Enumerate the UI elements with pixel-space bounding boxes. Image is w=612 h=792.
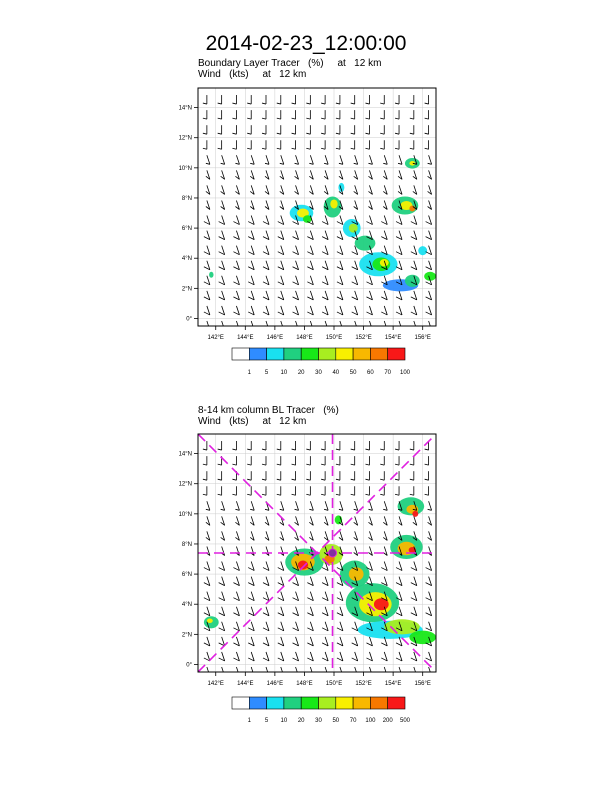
wind-barb-flag [336, 464, 340, 465]
x-tick-label: 142°E [207, 681, 224, 687]
colorbar-box [353, 348, 370, 360]
tracer-patch [349, 567, 364, 581]
y-tick-label: 14°N [178, 105, 192, 112]
wind-barb-flag [232, 148, 236, 149]
wind-barb [340, 501, 343, 510]
wind-barb [281, 155, 284, 164]
y-tick-label: 0° [186, 662, 192, 669]
wind-barb-flag [336, 103, 340, 104]
panel-2-plot [179, 434, 436, 724]
wind-barb-flag [262, 133, 266, 134]
wind-barb [251, 155, 254, 164]
overlay-center-marker [329, 549, 337, 557]
colorbar-box [336, 348, 353, 360]
x-tick-label: 156°E [414, 335, 431, 341]
x-tick-label: 148°E [296, 335, 313, 341]
wind-barb [310, 501, 313, 510]
wind-barb-flag [322, 327, 328, 330]
colorbar-label: 100 [399, 370, 411, 376]
wind-barb-flag [380, 464, 384, 465]
tracer-patch [409, 205, 415, 211]
wind-barb-flag [307, 327, 313, 330]
wind-barb-flag [321, 479, 325, 480]
colorbar-box [336, 697, 353, 709]
colorbar-label: 5 [264, 718, 269, 724]
wind-barb-flag [380, 479, 384, 480]
wind-barb-flag [248, 673, 254, 676]
colorbar-label: 60 [367, 370, 374, 376]
colorbar-box [284, 697, 301, 709]
y-tick-label: 4°N [181, 602, 192, 609]
wind-barb-flag [337, 327, 343, 330]
x-tick-label: 144°E [237, 681, 254, 687]
wind-barb-flag [278, 673, 284, 676]
wind-barb-flag [247, 118, 251, 119]
wind-barb-flag [425, 148, 429, 149]
wind-barb-flag [278, 327, 284, 330]
y-tick-label: 6°N [181, 572, 192, 579]
wind-barb-flag [366, 327, 372, 330]
wind-barb-flag [410, 118, 414, 119]
wind-barb-flag [336, 148, 340, 149]
wind-barb-flag [410, 494, 414, 495]
wind-barb-flag [426, 673, 432, 676]
wind-barb-flag [247, 103, 251, 104]
wind-barb-flag [292, 464, 296, 465]
wind-barb-flag [277, 479, 281, 480]
wind-barb-flag [351, 464, 355, 465]
wind-barb-flag [380, 133, 384, 134]
wind-barb-flag [321, 133, 325, 134]
colorbar-label: 30 [315, 718, 322, 724]
wind-barb-flag [395, 449, 399, 450]
wind-barb-flag [352, 673, 358, 676]
wind-barb [222, 501, 225, 510]
y-tick-label: 0° [186, 316, 192, 323]
colorbar-box [249, 697, 266, 709]
wind-barb [296, 155, 299, 164]
x-tick-label: 154°E [384, 335, 402, 341]
wind-barb-flag [351, 133, 355, 134]
wind-barb-flag [365, 118, 369, 119]
wind-barb-flag [233, 673, 239, 676]
wind-barb-flag [293, 673, 299, 676]
wind-barb-flag [395, 103, 399, 104]
wind-barb-flag [425, 449, 429, 450]
tracer-patch [409, 631, 436, 645]
wind-barb-flag [336, 118, 340, 119]
wind-barb-flag [218, 494, 222, 495]
wind-barb-flag [203, 133, 207, 134]
wind-barb-flag [218, 464, 222, 465]
wind-barb-flag [262, 103, 266, 104]
wind-barb-flag [292, 148, 296, 149]
wind-barb [207, 501, 210, 510]
wind-barb-flag [365, 464, 369, 465]
wind-barb-flag [351, 494, 355, 495]
y-tick-label: 2°N [181, 286, 192, 293]
wind-barb-flag [204, 673, 210, 676]
wind-barb-flag [336, 494, 340, 495]
x-tick-label: 152°E [355, 681, 372, 687]
wind-barb [429, 501, 432, 510]
tracer-patch [298, 561, 308, 570]
wind-barb-flag [396, 327, 402, 330]
wind-barb-flag [218, 148, 222, 149]
wind-barb-flag [232, 133, 236, 134]
wind-barb-flag [218, 118, 222, 119]
wind-barb-flag [218, 479, 222, 480]
wind-barb-flag [410, 148, 414, 149]
colorbar-label: 50 [332, 718, 340, 724]
wind-barb-flag [292, 479, 296, 480]
wind-barb-flag [381, 673, 387, 676]
wind-barb [236, 501, 239, 510]
wind-barb-flag [380, 103, 384, 104]
wind-barb-flag [218, 103, 222, 104]
wind-barb-flag [262, 148, 266, 149]
y-tick-label: 10°N [178, 511, 192, 518]
colorbar-label: 70 [384, 370, 392, 376]
wind-barb-flag [262, 494, 266, 495]
wind-barb-flag [365, 494, 369, 495]
colorbar-label: 1 [247, 718, 251, 724]
wind-barb-flag [262, 479, 266, 480]
tracer-patch [418, 246, 427, 255]
colorbar-label: 1 [247, 370, 251, 376]
wind-barb-flag [410, 133, 414, 134]
wind-barb-flag [410, 449, 414, 450]
wind-barb-flag [351, 103, 355, 104]
wind-barb-flag [425, 133, 429, 134]
wind-barb-flag [395, 133, 399, 134]
wind-barb-flag [247, 479, 251, 480]
wind-barb-flag [306, 133, 310, 134]
wind-barb-flag [411, 673, 417, 676]
wind-barb [369, 155, 372, 164]
colorbar-label: 40 [332, 370, 340, 376]
wind-barb-flag [321, 103, 325, 104]
wind-barb [222, 155, 225, 164]
panel2-subtitle-line1: 8-14 km column BL Tracer (%) [198, 405, 339, 416]
colorbar-box [388, 697, 405, 709]
wind-barb-flag [426, 327, 432, 330]
wind-barb-flag [395, 479, 399, 480]
wind-barb [236, 155, 239, 164]
tracer-patch [412, 511, 418, 517]
wind-barb [310, 155, 313, 164]
wind-barb-flag [425, 103, 429, 104]
wind-barb-flag [203, 449, 207, 450]
colorbar-label: 10 [280, 718, 288, 724]
wind-barb-flag [425, 464, 429, 465]
wind-barb-flag [410, 464, 414, 465]
wind-barb-flag [396, 673, 402, 676]
colorbar-box [370, 697, 387, 709]
wind-barb-flag [232, 103, 236, 104]
wind-barb-flag [380, 148, 384, 149]
wind-barb [355, 155, 358, 164]
wind-barb-flag [425, 494, 429, 495]
wind-barb-flag [292, 118, 296, 119]
panel2-subtitle-line2: Wind (kts) at 12 km [198, 416, 307, 427]
wind-barb-flag [203, 103, 207, 104]
wind-barb [266, 155, 269, 164]
x-tick-label: 148°E [296, 681, 313, 687]
wind-barb-flag [306, 479, 310, 480]
x-tick-label: 156°E [414, 681, 431, 687]
wind-barb-flag [247, 449, 251, 450]
tracer-patch [405, 275, 420, 287]
wind-barb-flag [248, 327, 254, 330]
panel-field [198, 434, 436, 676]
wind-barb [251, 501, 254, 510]
colorbar-box [319, 348, 336, 360]
wind-barb-flag [395, 494, 399, 495]
wind-barb-flag [365, 479, 369, 480]
wind-barb-flag [277, 464, 281, 465]
wind-barb-flag [247, 464, 251, 465]
wind-barb-flag [262, 449, 266, 450]
wind-barb [281, 501, 284, 510]
wind-barb-flag [232, 494, 236, 495]
wind-barb-flag [292, 494, 296, 495]
wind-barb-flag [380, 118, 384, 119]
tracer-patch [330, 199, 337, 208]
wind-barb-flag [203, 479, 207, 480]
wind-barb-flag [351, 118, 355, 119]
wind-barb-flag [203, 494, 207, 495]
colorbar-label: 70 [349, 718, 357, 724]
wind-barb [384, 155, 387, 164]
y-tick-label: 4°N [181, 256, 192, 263]
colorbar-label: 30 [315, 370, 322, 376]
colorbar-label: 10 [280, 370, 288, 376]
colorbar-box [301, 348, 318, 360]
wind-barb-flag [232, 118, 236, 119]
wind-barb-flag [232, 464, 236, 465]
wind-barb-flag [410, 479, 414, 480]
y-tick-label: 2°N [181, 632, 192, 639]
wind-barb-flag [321, 494, 325, 495]
colorbar-box [232, 348, 249, 360]
colorbar-label: 5 [264, 370, 269, 376]
wind-barb-flag [351, 449, 355, 450]
wind-barb-flag [336, 479, 340, 480]
wind-barb-flag [247, 148, 251, 149]
wind-barb-flag [365, 103, 369, 104]
y-tick-label: 10°N [178, 165, 192, 172]
wind-barb-flag [277, 133, 281, 134]
wind-barb-flag [321, 148, 325, 149]
colorbar-box [249, 348, 266, 360]
wind-barb-flag [395, 464, 399, 465]
x-tick-label: 154°E [384, 681, 402, 687]
wind-barb-flag [232, 479, 236, 480]
x-tick-label: 150°E [325, 681, 343, 687]
colorbar-box [267, 348, 284, 360]
colorbar-label: 500 [399, 718, 411, 724]
wind-barb-flag [203, 118, 207, 119]
colorbar-box [232, 697, 249, 709]
colorbar-box [319, 697, 336, 709]
wind-barb-flag [263, 327, 269, 330]
wind-barb-flag [351, 148, 355, 149]
wind-barb-flag [337, 673, 343, 676]
y-tick-label: 6°N [181, 226, 192, 233]
wind-barb-flag [366, 673, 372, 676]
wind-barb-flag [336, 449, 340, 450]
wind-barb-flag [247, 494, 251, 495]
wind-barb-flag [306, 103, 310, 104]
wind-barb-flag [277, 148, 281, 149]
panel1-subtitle-line2: Wind (kts) at 12 km [198, 69, 307, 80]
panel-field [198, 88, 436, 330]
wind-barb [355, 501, 358, 510]
wind-barb-flag [204, 327, 210, 330]
colorbar-box [388, 348, 405, 360]
wind-barb-flag [247, 133, 251, 134]
colorbar-label: 20 [297, 718, 305, 724]
wind-barb-flag [306, 464, 310, 465]
wind-barb-flag [365, 133, 369, 134]
page-title: 2014-02-23_12:00:00 [205, 32, 407, 55]
wind-barb-flag [277, 449, 281, 450]
x-tick-label: 150°E [325, 335, 343, 341]
wind-barb [325, 155, 328, 164]
colorbar-box [301, 697, 318, 709]
x-tick-label: 152°E [355, 335, 372, 341]
wind-barb-flag [262, 464, 266, 465]
y-tick-label: 8°N [181, 195, 192, 202]
wind-barb-flag [293, 327, 299, 330]
wind-barb-flag [306, 494, 310, 495]
wind-barb-flag [219, 673, 225, 676]
wind-barb-flag [395, 148, 399, 149]
colorbar-label: 200 [382, 718, 393, 724]
wind-barb-flag [277, 118, 281, 119]
wind-barb-flag [322, 673, 328, 676]
wind-barb-flag [352, 327, 358, 330]
wind-barb-flag [411, 327, 417, 330]
wind-barb [399, 155, 402, 164]
wind-barb-flag [380, 494, 384, 495]
wind-barb [207, 155, 210, 164]
wind-barb-flag [365, 449, 369, 450]
wind-barb-flag [219, 327, 225, 330]
wind-barb-flag [410, 103, 414, 104]
colorbar-box [284, 348, 301, 360]
wind-barb-flag [203, 148, 207, 149]
panel1-subtitle-line1: Boundary Layer Tracer (%) at 12 km [198, 58, 382, 69]
wind-barb-flag [306, 148, 310, 149]
wind-barb-flag [292, 449, 296, 450]
tracer-patch [209, 272, 213, 278]
wind-barb [296, 501, 299, 510]
colorbar-box [370, 348, 387, 360]
x-tick-label: 146°E [266, 335, 284, 341]
wind-barb-flag [365, 148, 369, 149]
wind-barb-flag [306, 118, 310, 119]
wind-barb [340, 155, 343, 164]
wind-barb-flag [380, 449, 384, 450]
tracer-patch [380, 259, 389, 267]
wind-barb-flag [307, 673, 313, 676]
wind-barb-flag [277, 494, 281, 495]
wind-barb-flag [277, 103, 281, 104]
y-tick-label: 12°N [178, 481, 192, 488]
panel-1-plot [179, 88, 436, 376]
wind-barb-flag [292, 103, 296, 104]
wind-barb-flag [218, 449, 222, 450]
tracer-patch [207, 619, 213, 624]
wind-barb [325, 501, 328, 510]
colorbar-label: 20 [297, 370, 305, 376]
wind-barb-flag [425, 479, 429, 480]
wind-barb-flag [425, 118, 429, 119]
wind-barb-flag [233, 327, 239, 330]
wind-barb [429, 155, 432, 164]
wind-barb-flag [321, 449, 325, 450]
wind-barb-flag [263, 673, 269, 676]
wind-barb-flag [336, 133, 340, 134]
wind-barb-flag [381, 327, 387, 330]
colorbar-label: 100 [365, 718, 376, 724]
x-tick-label: 142°E [207, 335, 224, 341]
y-tick-label: 12°N [178, 135, 192, 142]
y-tick-label: 8°N [181, 541, 192, 548]
wind-barb-flag [321, 118, 325, 119]
colorbar-box [353, 697, 370, 709]
colorbar-label: 50 [349, 370, 357, 376]
x-tick-label: 144°E [237, 335, 254, 341]
wind-barb-flag [321, 464, 325, 465]
x-tick-label: 146°E [266, 681, 284, 687]
colorbar-box [267, 697, 284, 709]
wind-barb [384, 501, 387, 510]
wind-barb-flag [306, 449, 310, 450]
wind-barb-flag [395, 118, 399, 119]
wind-barb-flag [232, 449, 236, 450]
tracer-patch [349, 224, 358, 233]
wind-barb-flag [292, 133, 296, 134]
wind-barb [369, 501, 372, 510]
wind-barb-flag [203, 464, 207, 465]
wind-barb-flag [351, 479, 355, 480]
wind-barb-flag [218, 133, 222, 134]
y-tick-label: 14°N [178, 451, 192, 458]
wind-barb-flag [262, 118, 266, 119]
